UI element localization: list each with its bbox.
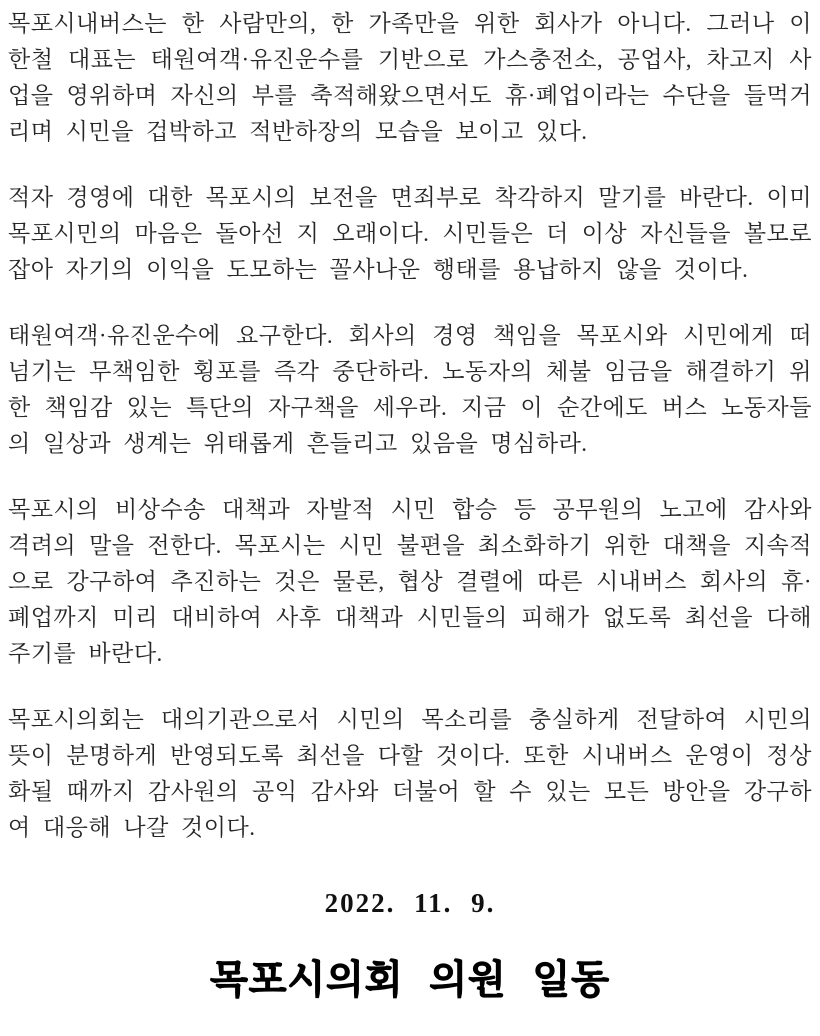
statement-paragraph: 목포시내버스는 한 사람만의, 한 가족만을 위한 회사가 아니다. 그러나 이한철 대표는 태원여객·유진운수를 기반으로 가스충전소, 공업사, 차고지 사업을 영위하며 자신의 부를 축적해왔으면서도 휴·폐업이라는 수단을 들먹거리며 시민을 겁박하고 적반하장의 모습을 보이고 있다. [8,11,812,144]
signature-line: 목포시의회 의원 일동 [210,959,610,1002]
statement-paragraph: 목포시의 비상수송 대책과 자발적 시민 합승 등 공무원의 노고에 감사와 격려의 말을 전한다. 목포시는 시민 불편을 최소화하기 위한 대책을 지속적으로 강구하여 추진하는 것은 물론, 협상 결렬에 따른 시내버스 회사의 휴·폐업까지 미리 대비하여 사후 대책과 시민들의 피해가 없도록 최선을 다해주기를 바란다. [8,497,812,666]
statement-date: 2022. 11. 9. [324,888,496,918]
statement-paragraph: 태원여객·유진운수에 요구한다. 회사의 경영 책임을 목포시와 시민에게 떠넘기는 무책임한 횡포를 즉각 중단하라. 노동자의 체불 임금을 해결하기 위한 책임감 있는 특단의 자구책을 세우라. 지금 이 순간에도 버스 노동자들의 일상과 생계는 위태롭게 흔들리고 있음을 명심하라. [8,323,812,456]
statement-paragraph: 적자 경영에 대한 목포시의 보전을 면죄부로 착각하지 말기를 바란다. 이미 목포시민의 마음은 돌아선 지 오래이다. 시민들은 더 이상 자신들을 볼모로 잡아 자기의 이익을 도모하는 꼴사나운 행태를 용납하지 않을 것이다. [8,185,812,282]
statement-paragraph: 목포시의회는 대의기관으로서 시민의 목소리를 충실하게 전달하여 시민의 뜻이 분명하게 반영되도록 최선을 다할 것이다. 또한 시내버스 운영이 정상화될 때까지 감사원의 공익 감사와 더불어 할 수 있는 모든 방안을 강구하여 대응해 나갈 것이다. [8,707,812,840]
